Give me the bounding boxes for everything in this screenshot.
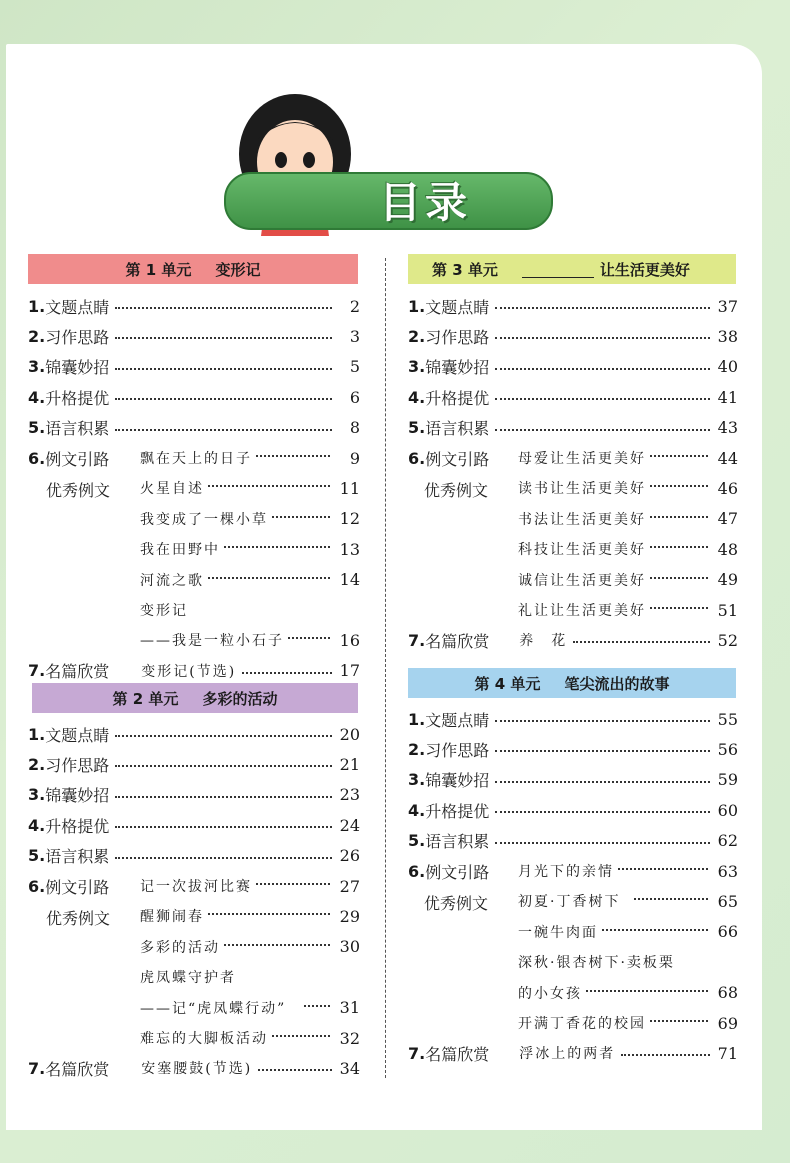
toc-entry[interactable] (408, 323, 738, 349)
toc-entry[interactable] (408, 506, 738, 532)
entry-label: 例文引路 (425, 862, 490, 882)
unit-name: 变形记 (215, 260, 261, 279)
entry-label: 名篇欣赏 (425, 631, 490, 651)
fill-in-blank (522, 261, 594, 278)
unit-number: 第 4 单元 (474, 674, 541, 693)
article-title: 虎凤蝶守护者 (140, 970, 236, 987)
entry-number: 1. (28, 296, 46, 316)
leader-dots (115, 735, 332, 737)
entry-label: 锦囊妙招 (45, 358, 110, 378)
entry-number: 1. (28, 724, 46, 744)
entry-label: 语言积累 (45, 847, 110, 867)
toc-entry[interactable] (408, 627, 738, 653)
article-title: 记一次拔河比赛 (140, 879, 252, 895)
page-number: 51 (717, 600, 738, 620)
page-number: 5 (349, 357, 360, 377)
toc-entry[interactable] (28, 384, 360, 410)
article-title: 变形记(节选) (141, 663, 237, 680)
article-title: 变形记 (140, 603, 188, 619)
leader-dots (224, 546, 330, 548)
entry-label: 语言积累 (45, 419, 110, 439)
entry-label: 锦囊妙招 (425, 358, 490, 378)
toc-entry[interactable] (28, 721, 360, 747)
leader-dots (304, 1005, 330, 1007)
toc-entry[interactable] (28, 354, 360, 380)
leader-dots (115, 796, 332, 798)
entry-number: 3. (408, 357, 426, 377)
article-title: 一碗牛肉面 (518, 924, 598, 941)
page-number: 40 (717, 357, 738, 377)
entry-number: 4. (408, 800, 426, 820)
page-number: 27 (339, 876, 360, 896)
entry-number: 6. (28, 448, 46, 468)
entry-sublabel: 优秀例文 (46, 909, 111, 929)
leader-dots (495, 368, 710, 370)
leader-dots (650, 607, 708, 609)
article-title: 诚信让生活更美好 (518, 572, 646, 589)
leader-dots (650, 485, 708, 487)
article-title: 火星自述 (140, 481, 204, 498)
toc-entry[interactable] (408, 828, 738, 854)
leader-dots (495, 429, 710, 431)
toc-entry[interactable] (28, 445, 360, 471)
toc-entry[interactable] (28, 597, 360, 623)
toc-entry[interactable] (408, 384, 738, 410)
leader-dots (495, 398, 710, 400)
page-number: 29 (339, 906, 360, 926)
unit-number: 第 3 单元 (432, 260, 498, 279)
page-number: 3 (349, 326, 360, 346)
leader-dots (115, 857, 332, 859)
toc-entry[interactable] (28, 964, 360, 990)
article-title: 科技让生活更美好 (518, 542, 646, 559)
entry-label: 文题点睛 (45, 297, 110, 317)
entry-label: 语言积累 (425, 832, 490, 852)
page-number: 38 (717, 326, 738, 346)
entry-number: 7. (28, 1058, 46, 1078)
toc-entry[interactable] (28, 1055, 360, 1081)
page-number: 66 (717, 922, 738, 942)
entry-number: 2. (28, 754, 46, 774)
entry-number: 6. (28, 876, 46, 896)
article-title: 的小女孩 (518, 985, 582, 1002)
page-number: 26 (339, 846, 360, 866)
toc-entry[interactable] (28, 658, 360, 684)
article-title: 安塞腰鼓(节选) (141, 1061, 253, 1078)
leader-dots (634, 898, 708, 900)
unit-header-4 (408, 668, 736, 698)
page-number: 30 (339, 937, 360, 957)
entry-number: 5. (408, 831, 426, 851)
article-title: 书法让生活更美好 (518, 511, 646, 528)
leader-dots (272, 516, 330, 518)
article-title: 难忘的大脚板活动 (140, 1031, 268, 1047)
page-number: 47 (717, 509, 738, 529)
page-number: 62 (717, 831, 738, 851)
article-title: 开满丁香花的校园 (518, 1016, 646, 1032)
toc-entry[interactable] (408, 736, 738, 762)
entry-label: 例文引路 (45, 877, 110, 897)
entry-number: 2. (408, 326, 426, 346)
leader-dots (115, 337, 332, 339)
article-title: 初夏·丁香树下 (518, 894, 621, 911)
page-number: 6 (349, 387, 360, 407)
entry-number: 4. (28, 387, 46, 407)
leader-dots (495, 811, 710, 813)
entry-label: 升格提优 (425, 801, 490, 821)
leader-dots (256, 883, 330, 885)
article-title: 礼让让生活更美好 (518, 603, 646, 619)
page-number: 68 (717, 983, 738, 1003)
page-number: 63 (717, 861, 738, 881)
leader-dots (272, 1035, 330, 1037)
page-number: 69 (717, 1013, 738, 1033)
leader-dots (208, 485, 330, 487)
toc-entry[interactable] (408, 706, 738, 732)
entry-label: 升格提优 (45, 388, 110, 408)
leader-dots (602, 929, 708, 931)
article-title: 飘在天上的日子 (140, 451, 252, 467)
leader-dots (258, 1069, 332, 1071)
leader-dots (256, 455, 330, 457)
entry-number: 2. (28, 326, 46, 346)
unit-number: 第 1 单元 (125, 260, 192, 279)
toc-entry[interactable] (28, 873, 360, 899)
unit-header-1 (28, 254, 358, 284)
page-number: 37 (717, 296, 738, 316)
toc-entry[interactable] (408, 536, 738, 562)
toc-entry[interactable] (28, 934, 360, 960)
toc-entry[interactable] (408, 919, 738, 945)
toc-entry[interactable] (28, 782, 360, 808)
unit-header-3 (408, 254, 736, 284)
leader-dots (621, 1054, 710, 1056)
article-title: 多彩的活动 (140, 939, 220, 956)
entry-label: 名篇欣赏 (45, 1059, 110, 1079)
page-number: 2 (349, 296, 360, 316)
leader-dots (242, 672, 332, 674)
leader-dots (573, 641, 710, 643)
page-number: 20 (339, 724, 360, 744)
article-title: 我变成了一棵小草 (140, 511, 268, 528)
leader-dots (115, 307, 332, 309)
leader-dots (208, 577, 330, 579)
entry-number: 3. (408, 770, 426, 790)
page-number: 49 (717, 570, 738, 590)
entry-number: 4. (408, 387, 426, 407)
leader-dots (115, 429, 332, 431)
entry-number: 5. (408, 418, 426, 438)
article-title: ——我是一粒小石子 (140, 633, 284, 650)
page-number: 12 (339, 509, 360, 529)
toc-entry[interactable] (408, 445, 738, 471)
entry-label: 名篇欣赏 (425, 1044, 490, 1064)
toc-entry[interactable] (28, 415, 360, 441)
article-title: 河流之歌 (140, 572, 204, 589)
entry-label: 锦囊妙招 (425, 771, 490, 791)
entry-label: 文题点睛 (425, 710, 490, 730)
entry-number: 5. (28, 846, 46, 866)
toc-entry[interactable] (28, 812, 360, 838)
leader-dots (650, 546, 708, 548)
entry-label: 名篇欣赏 (45, 662, 110, 682)
entry-number: 6. (408, 861, 426, 881)
entry-number: 7. (408, 1043, 426, 1063)
unit-name: 让生活更美好 (599, 260, 690, 279)
entry-label: 升格提优 (425, 388, 490, 408)
unit-number: 第 2 单元 (112, 689, 179, 708)
toc-entry[interactable] (28, 536, 360, 562)
entry-number: 6. (408, 448, 426, 468)
page-number: 34 (339, 1058, 360, 1078)
page-number: 24 (339, 815, 360, 835)
toc-entry[interactable] (408, 1010, 738, 1036)
article-title: 月光下的亲情 (518, 864, 614, 880)
leader-dots (115, 765, 332, 767)
column-divider (385, 258, 386, 1078)
entry-sublabel: 优秀例文 (424, 481, 489, 501)
entry-label: 文题点睛 (425, 297, 490, 317)
unit-name: 多彩的活动 (202, 689, 278, 708)
leader-dots (650, 577, 708, 579)
leader-dots (586, 990, 708, 992)
entry-sublabel: 优秀例文 (424, 894, 489, 914)
article-title: 醒狮闹春 (140, 909, 204, 926)
leader-dots (495, 781, 710, 783)
page-number: 23 (339, 785, 360, 805)
entry-label: 锦囊妙招 (45, 786, 110, 806)
leader-dots (288, 637, 330, 639)
leader-dots (650, 516, 708, 518)
article-title: 母爱让生活更美好 (518, 451, 646, 467)
article-title: ——记“虎凤蝶行动” (140, 1000, 287, 1017)
entry-label: 例文引路 (425, 449, 490, 469)
unit-name: 笔尖流出的故事 (564, 674, 670, 693)
page-number: 46 (717, 478, 738, 498)
article-title: 深秋·银杏树下·卖板栗 (518, 955, 675, 972)
entry-number: 1. (408, 709, 426, 729)
leader-dots (115, 368, 332, 370)
article-title: 读书让生活更美好 (518, 481, 646, 498)
page-number: 13 (339, 539, 360, 559)
unit-header-2 (32, 683, 358, 713)
toc-entry[interactable] (408, 415, 738, 441)
entry-number: 4. (28, 815, 46, 835)
entry-label: 文题点睛 (45, 725, 110, 745)
leader-dots (495, 307, 710, 309)
toc-entry[interactable] (408, 980, 738, 1006)
entry-label: 习作思路 (45, 327, 110, 347)
entry-label: 习作思路 (425, 327, 490, 347)
leader-dots (495, 842, 710, 844)
article-title: 浮冰上的两者 (519, 1046, 616, 1063)
page-number: 48 (717, 539, 738, 559)
entry-number: 3. (28, 357, 46, 377)
page-number: 11 (339, 478, 360, 498)
toc-entry[interactable] (28, 1025, 360, 1051)
page-number: 60 (717, 800, 738, 820)
toc-entry[interactable] (408, 597, 738, 623)
entry-number: 3. (28, 785, 46, 805)
toc-entry[interactable] (408, 1040, 738, 1066)
page-number: 32 (339, 1028, 360, 1048)
leader-dots (495, 750, 710, 752)
page-number: 31 (339, 998, 360, 1018)
toc-entry[interactable] (408, 949, 738, 975)
entry-number: 5. (28, 418, 46, 438)
entry-label: 升格提优 (45, 816, 110, 836)
leader-dots (650, 1020, 708, 1022)
page-number: 59 (717, 770, 738, 790)
toc-entry[interactable] (28, 627, 360, 653)
entry-number: 7. (408, 630, 426, 650)
page-number: 17 (339, 661, 360, 681)
page-number: 52 (717, 630, 738, 650)
leader-dots (495, 337, 710, 339)
page-number: 21 (339, 754, 360, 774)
page-number: 65 (717, 891, 738, 911)
leader-dots (115, 398, 332, 400)
page-number: 43 (717, 418, 738, 438)
entry-sublabel: 优秀例文 (46, 481, 111, 501)
leader-dots (618, 868, 708, 870)
toc-entry[interactable] (408, 567, 738, 593)
page-number: 9 (349, 448, 360, 468)
leader-dots (208, 913, 330, 915)
page-title: 目录 (378, 178, 471, 227)
entry-label: 习作思路 (45, 755, 110, 775)
article-title: 养 花 (519, 633, 568, 650)
article-title: 我在田野中 (140, 542, 220, 559)
toc-entry[interactable] (408, 858, 738, 884)
page-number: 44 (717, 448, 738, 468)
toc-entry[interactable] (28, 751, 360, 777)
toc-entry[interactable] (408, 354, 738, 380)
leader-dots (115, 826, 332, 828)
toc-entry[interactable] (28, 995, 360, 1021)
page-number: 71 (717, 1043, 738, 1063)
page-number: 16 (339, 630, 360, 650)
entry-label: 例文引路 (45, 449, 110, 469)
entry-label: 语言积累 (425, 419, 490, 439)
page-number: 8 (349, 418, 360, 438)
leader-dots (650, 455, 708, 457)
leader-dots (495, 720, 710, 722)
entry-label: 习作思路 (425, 740, 490, 760)
leader-dots (224, 944, 330, 946)
page-number: 14 (339, 570, 360, 590)
entry-number: 2. (408, 739, 426, 759)
toc-entry[interactable] (28, 293, 360, 319)
toc-entry[interactable] (28, 323, 360, 349)
toc-entry[interactable] (28, 506, 360, 532)
toc-entry[interactable] (28, 567, 360, 593)
toc-entry[interactable] (28, 843, 360, 869)
page-number: 55 (717, 709, 738, 729)
toc-entry[interactable] (408, 797, 738, 823)
entry-number: 1. (408, 296, 426, 316)
page-number: 56 (717, 739, 738, 759)
page-number: 41 (717, 387, 738, 407)
toc-entry[interactable] (408, 293, 738, 319)
entry-number: 7. (28, 661, 46, 681)
toc-entry[interactable] (408, 767, 738, 793)
